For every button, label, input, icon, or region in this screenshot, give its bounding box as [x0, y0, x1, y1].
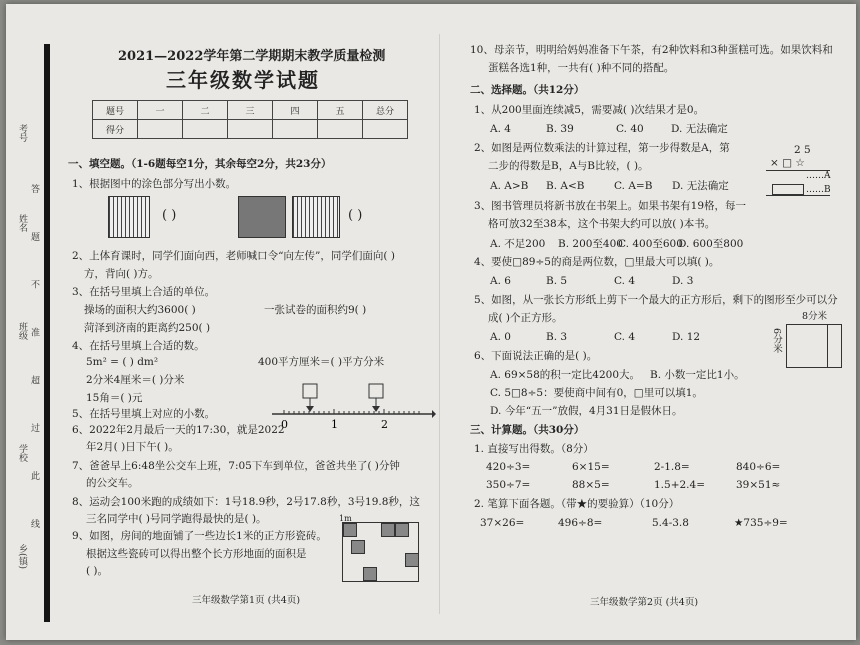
option: D. 无法确定 — [671, 123, 728, 135]
q9-line2: 根据这些瓷砖可以得出整个长方形地面的面积是 — [86, 548, 307, 560]
c2-line1: 2、如图是两位数乘法的计算过程，第一步得数是A，第 — [474, 142, 730, 154]
calc-item: 1.5+2.4= — [654, 479, 705, 491]
mult-line-2: × □ ☆ — [770, 157, 805, 169]
score-cell: 四 — [273, 101, 318, 120]
score-cell[interactable] — [228, 120, 273, 139]
decimal-figure-2a — [238, 196, 286, 238]
q4-item-d: 15角＝( )元 — [86, 392, 143, 404]
tick-label-2: 2 — [381, 418, 388, 430]
right-footer: 三年级数学第2页 (共4页) — [590, 597, 699, 608]
c2-line2: 二步的得数是B，A与B比较，( )。 — [488, 160, 649, 172]
q4-text: 4、在括号里填上合适的数。 — [72, 340, 205, 352]
calc-item: 496÷8= — [558, 517, 603, 529]
floor-tile-figure — [342, 522, 419, 582]
calc-item: 37×26= — [480, 517, 525, 529]
calc-item: 6×15= — [572, 461, 610, 473]
exam-subtitle: 三年级数学试题 — [166, 68, 320, 92]
answer-blank: ( ) — [348, 208, 363, 223]
option: C. 4 — [614, 331, 636, 343]
calc-item: 350÷7= — [486, 479, 531, 491]
score-cell[interactable] — [318, 120, 363, 139]
rect-height-label: 6分米 — [771, 328, 782, 354]
calc1-text: 1. 直接写出得数。（8分） — [474, 443, 594, 455]
q7-line1: 7、爸爸早上6:48坐公交车上班，7:05下车到单位，爸爸共坐了( )分钟 — [72, 460, 400, 472]
option: C. 40 — [616, 123, 644, 135]
q10-line1: 10、母亲节，明明给妈妈准备下午茶，有2种饮料和3种蛋糕可选。如果饮料和 — [470, 44, 833, 56]
score-table-row — [93, 120, 408, 139]
score-cell[interactable] — [273, 120, 318, 139]
exam-sheet — [6, 4, 856, 640]
q3-item-b: 一张试卷的面积约9( ) — [264, 304, 367, 316]
paper-rectangle — [786, 324, 842, 368]
side-label-name: 姓名 — [17, 214, 27, 232]
c1-text: 1、从200里面连续减5，需要减( )次结果才是0。 — [474, 104, 705, 116]
option: B. 5 — [546, 275, 568, 287]
calc-item: 840÷6= — [736, 461, 781, 473]
score-table — [92, 100, 408, 139]
score-cell: 总分 — [363, 101, 408, 120]
seal-line-text: 答 题 不 准 超 过 此 线 — [29, 184, 39, 547]
q10-line2: 蛋糕各选1种，一共有( )种不同的搭配。 — [488, 62, 675, 74]
q8-line2: 三名同学中( )号同学跑得最快的是( )。 — [86, 513, 267, 525]
score-table-row — [93, 101, 408, 120]
mult-label-b: ……B — [806, 185, 831, 195]
section-fill-blank: 一、填空题。（1-6题每空1分，其余每空2分，共23分） — [68, 158, 332, 170]
side-label-class: 班级 — [17, 322, 27, 340]
score-cell: 题号 — [93, 101, 138, 120]
option: A. 0 — [490, 331, 511, 343]
rect-width-label: 8分米 — [802, 311, 828, 322]
section-calc: 三、计算题。（共30分） — [470, 424, 585, 436]
q5-text: 5、在括号里填上对应的小数。 — [72, 408, 216, 420]
q2-line2: 方，背向( )方。 — [84, 268, 159, 280]
calc-item: 88×5= — [572, 479, 610, 491]
score-cell[interactable] — [363, 120, 408, 139]
calc-item: 420÷3= — [486, 461, 531, 473]
c4-text: 4、要使□89÷5的商是两位数，□里最大可以填( )。 — [474, 256, 720, 268]
option: B. 3 — [546, 331, 568, 343]
q9-line1: 9、如图，房间的地面铺了一些边长1米的正方形瓷砖。 — [72, 530, 327, 542]
calc-item: 2-1.8= — [654, 461, 690, 473]
answer-blank: ( ) — [162, 208, 177, 223]
c5-line1: 5、如图，从一张长方形纸上剪下一个最大的正方形后，剩下的图形至少可以分 — [474, 294, 838, 306]
binding-bar — [44, 44, 50, 622]
calc-item: 39×51≈ — [736, 479, 781, 491]
side-label-town: 乡(镇) — [17, 544, 27, 570]
q9-line3: ( )。 — [86, 565, 109, 577]
mult-box — [772, 184, 804, 195]
q4-item-b: 400平方厘米＝( )平方分米 — [258, 356, 385, 368]
score-cell: 二 — [183, 101, 228, 120]
exam-title: 2021—2022学年第二学期期末教学质量检测 — [118, 49, 386, 64]
score-cell: 得分 — [93, 120, 138, 139]
c6-text: 6、下面说法正确的是( )。 — [474, 350, 598, 362]
q4-item-a: 5m² = ( ) dm² — [86, 356, 159, 368]
q6-line1: 6、2022年2月最后一天的17:30，就是2022 — [72, 424, 285, 436]
section-choice: 二、选择题。（共12分） — [470, 84, 585, 96]
number-line — [266, 382, 436, 430]
q6-line2: 年2月( )日下午( )。 — [86, 441, 179, 453]
q2-line1: 2、上体育课时，同学们面向西，老师喊口令“向左传”，同学们面向( ) — [72, 250, 395, 262]
c6-option-a: A. 69×58的积一定比4200大。 — [490, 369, 640, 381]
q3-item-a: 操场的面积大约3600( ) — [84, 304, 196, 316]
option: B. A<B — [546, 180, 585, 192]
q8-line1: 8、运动会100米跑的成绩如下：1号18.9秒，2号17.8秒，3号19.8秒，这 — [72, 496, 420, 508]
option: C. 4 — [614, 275, 636, 287]
decimal-figure-2b — [292, 196, 340, 238]
tile-scale-label: 1m — [339, 514, 352, 523]
option: B. 39 — [546, 123, 574, 135]
c3-line2: 格可放32至38本，这个书架大约可以放( )本书。 — [488, 218, 716, 230]
c6-option-c: C. 5□8÷5：要使商中间有0，□里可以填1。 — [490, 387, 703, 399]
score-cell: 五 — [318, 101, 363, 120]
option: B. 200至400 — [558, 238, 623, 250]
option: D. 12 — [672, 331, 701, 343]
tick-label-1: 1 — [331, 418, 338, 430]
option: D. 3 — [672, 275, 694, 287]
option: C. 400至600 — [618, 238, 683, 250]
option: A. A>B — [490, 180, 529, 192]
calc-item: ★735÷9= — [734, 517, 788, 529]
mult-label-a: ……A — [806, 171, 831, 181]
c5-line2: 成( )个正方形。 — [488, 312, 563, 324]
calc-item: 5.4-3.8 — [652, 517, 689, 529]
score-cell[interactable] — [138, 120, 183, 139]
left-footer: 三年级数学第1页 (共4页) — [192, 595, 301, 606]
option: C. A=B — [614, 180, 653, 192]
q3-item-c: 菏泽到济南的距离约250( ) — [84, 322, 211, 334]
score-cell: 一 — [138, 101, 183, 120]
c6-option-d: D. 今年“五一”放假，4月31日是假休日。 — [490, 405, 683, 417]
page-divider — [439, 34, 440, 614]
tick-label-0: 0 — [281, 418, 288, 430]
decimal-figure-1 — [108, 196, 150, 238]
mult-line-1: 2 5 — [794, 144, 811, 156]
side-label-school: 学校 — [17, 444, 27, 462]
c3-line1: 3、图书管理员将新书放在书架上。如果书架有19格，每一 — [474, 200, 747, 212]
calc2-text: 2. 笔算下面各题。（带★的要验算）（10分） — [474, 498, 680, 510]
score-cell[interactable] — [183, 120, 228, 139]
option: A. 6 — [490, 275, 511, 287]
option: A. 4 — [490, 123, 511, 135]
q3-text: 3、在括号里填上合适的单位。 — [72, 286, 216, 298]
score-cell: 三 — [228, 101, 273, 120]
q7-line2: 的公交车。 — [86, 477, 139, 489]
c6-option-b: B. 小数一定比1小。 — [650, 369, 745, 381]
option: D. 无法确定 — [672, 180, 729, 192]
option: D. 600至800 — [678, 238, 744, 250]
side-label-exam-no: 考号 — [17, 124, 27, 142]
option: A. 不足200 — [490, 238, 546, 250]
q4-item-c: 2分米4厘米＝( )分米 — [86, 374, 185, 386]
q1-text: 1、根据图中的涂色部分写出小数。 — [72, 178, 237, 190]
